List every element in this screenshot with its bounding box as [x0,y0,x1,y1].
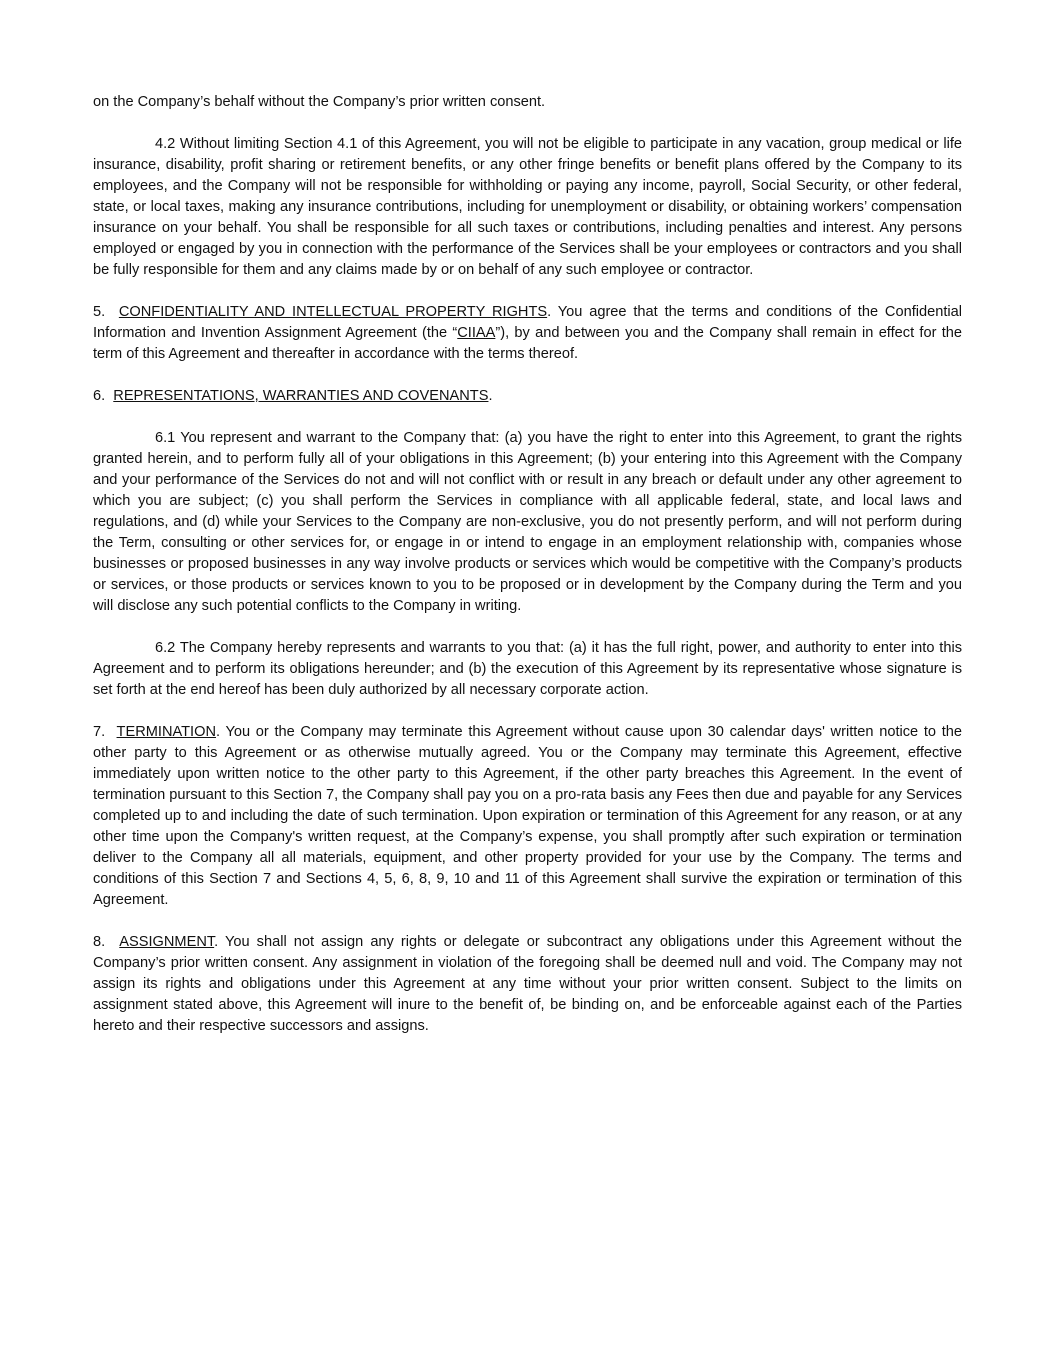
section-4-2 [93,134,962,281]
section-6-1-text: 6.1 You represent and warrant to the Company that: (a) you have the right to enter into this Agreement, to grant the rights granted herein, and to perform fully all of your obligations in this Agreement; (b) your entering into this Agreement with the Company and your performance of the Services do not and will not conflict with or result in any breach or default under any other agreement to which you are subject; (c) you shall perform the Services in compliance with all applicable federal, state, and local laws and regulations, and (d) while your Services to the Company are non-exclusive, you do not presently perform, and will not perform during the Term, consulting or other services for, or engage in or intend to engage in an employment relationship with, companies whose businesses or proposed businesses in any way involve products or services which would be competitive with the Company’s products or services, or those products or services known to you to be proposed or in development by the Company during the Term and you will disclose any such potential conflicts to the Company in writing. [93,430,962,614]
section-6 [93,386,962,407]
section-8 [93,932,962,1037]
section-8-heading: ASSIGNMENT [119,934,215,950]
section-7-number: 7. [93,724,106,740]
section-6-end: . [488,388,493,404]
section-5 [93,302,962,365]
section-5-text-b: ”), by and between you and the Company shall remain in effect for the term of this Agreement and thereafter in accordance with the terms thereof. [93,325,962,362]
section-7 [93,722,962,911]
section-4-2-text: 4.2 Without limiting Section 4.1 of this Agreement, you will not be eligible to participate in any vacation, group medical or life insurance, disability, profit sharing or retirement benefits, or any other fringe benefits or benefit plans offered by the Company to its employees, and the Company will not be responsible for withholding or paying any income, payroll, Social Security, or other federal, state, or local taxes, making any insurance contributions, including for unemployment or disability, or obtaining workers’ compensation insurance on your behalf. You shall be responsible for all such taxes or contributions, including penalties and interest. Any persons employed or engaged by you in connection with the performance of the Services shall be your employees or contractors and you shall be fully responsible for them and any claims made by or on behalf of any such employee or contractor. [93,136,962,278]
section-5-heading: CONFIDENTIALITY AND INTELLECTUAL PROPERTY RIGHTS [118,304,548,320]
section-6-2 [93,638,962,701]
ciiaa-defined-term: CIIAA [457,325,496,341]
continuation-text: on the Company’s behalf without the Company’s prior written consent. [93,94,546,110]
section-6-number: 6. [93,388,106,404]
section-5-number: 5. [93,304,106,320]
section-7-heading: TERMINATION [116,724,216,740]
section-6-1 [93,428,962,617]
section-8-text: . You shall not assign any rights or delegate or subcontract any obligations under this Agreement without the Company’s prior written consent. Any assignment in violation of the foregoing shall be deemed null and void. The Company may not assign its rights and obligations under this Agreement at any time without your prior written consent. Subject to the limits on assignment stated above, this Agreement will inure to the benefit of, be binding on, and be enforceable against each of the Parties hereto and their respective successors and assigns. [93,934,963,1034]
section-5-text-a: . You agree that the terms and conditions of the Confidential Information and Invention Assignment Agreement (the “ [93,304,962,341]
section-8-number: 8. [93,934,106,950]
section-7-text: . You or the Company may terminate this Agreement without cause upon 30 calendar days' written notice to the other party to this Agreement or as otherwise mutually agreed. You or the Company may terminate this Agreement, effective immediately upon written notice to the other party to this Agreement, if the other party breaches this Agreement. In the event of termination pursuant to this Section 7, the Company shall pay you on a pro-rata basis any Fees then due and payable for any Services completed up to and including the date of such termination. Upon expiration or termination of this Agreement for any reason, or at any other time upon the Company's written request, at the Company’s expense, you shall promptly after such expiration or termination deliver to the Company all all materials, equipment, and other property provided for your use by the Company. The terms and conditions of this Section 7 and Sections 4, 5, 6, 8, 9, 10 and 11 of this Agreement shall survive the expiration or termination of this Agreement. [93,724,962,908]
continuation-paragraph [93,92,962,113]
section-6-2-text: 6.2 The Company hereby represents and warrants to you that: (a) it has the full right, power, and authority to enter into this Agreement and to perform its obligations hereunder; and (b) the execution of this Agreement by its representative whose signature is set forth at the end hereof has been duly authorized by all necessary corporate action. [93,640,962,698]
document-page [93,92,962,1058]
section-6-heading: REPRESENTATIONS, WARRANTIES AND COVENANTS [113,388,489,404]
